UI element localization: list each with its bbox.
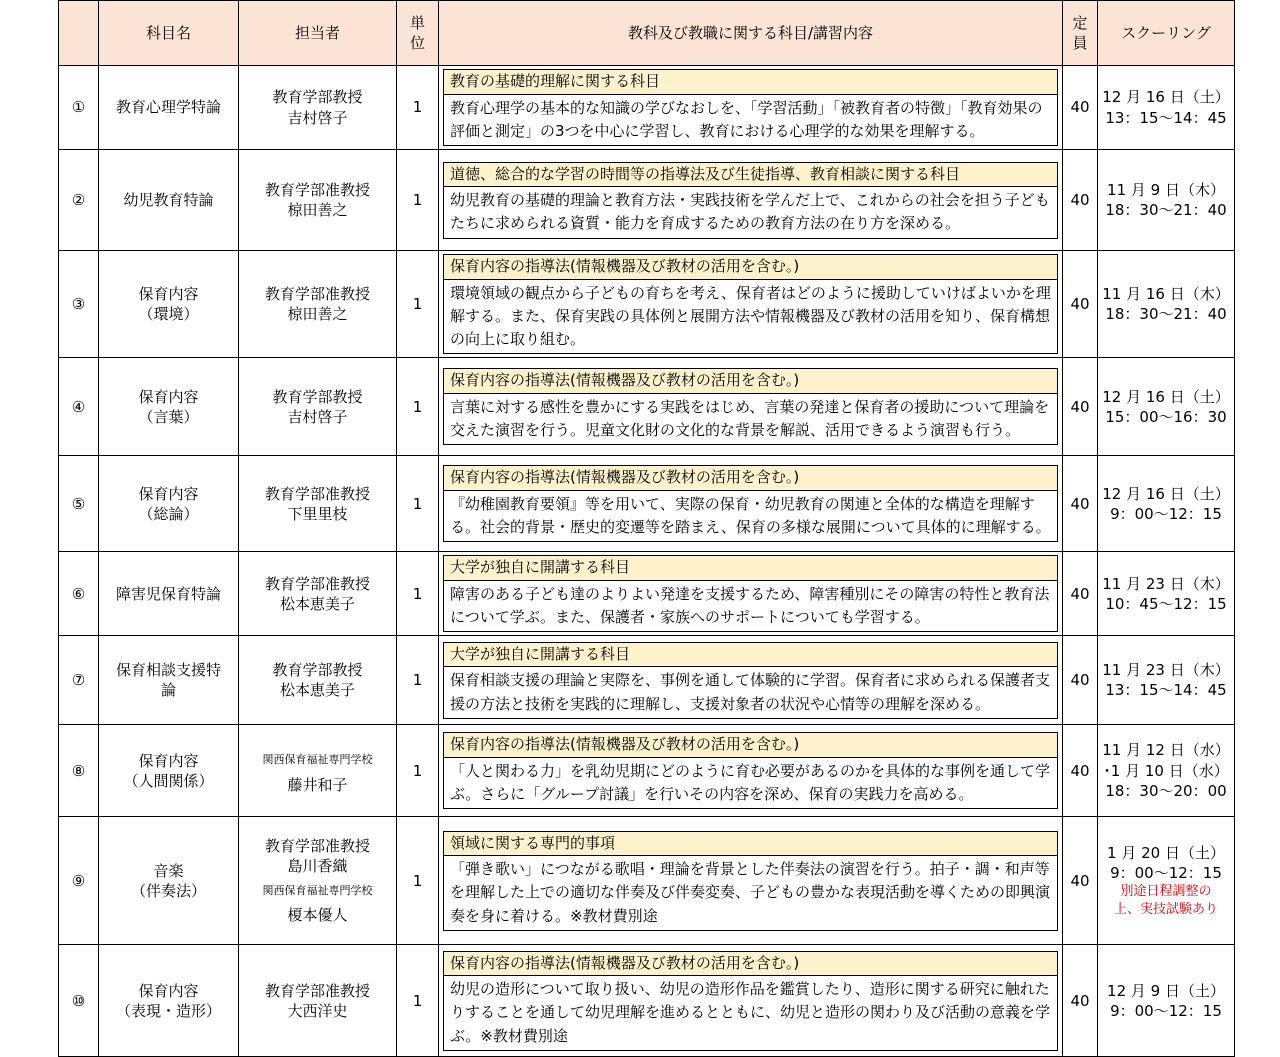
header-row: [59, 1, 1235, 66]
schedule-cell: [1098, 945, 1235, 1057]
teacher-line: 教育学部教授: [272, 387, 363, 406]
teacher-line: 関西保育福祉専門学校: [262, 753, 373, 767]
content-cell: [439, 945, 1063, 1057]
capacity-value: 40: [1063, 552, 1098, 636]
capacity-value: 40: [1063, 725, 1098, 817]
content-cell: [439, 817, 1063, 945]
subject-cell: [99, 251, 239, 358]
teacher-line: 関西保育福祉専門学校: [262, 883, 373, 897]
course-description: 環境領域の観点から子どもの育ちを考え、保育者はどのように援助していけばよいかを理解する。また、保育実践の具体例と展開方法や情報機器及び教材の活用を知り、保育構想の向上に取り組む。: [443, 280, 1058, 355]
course-category: 大学が独自に開講する科目: [443, 642, 1058, 668]
header-capacity: [1063, 1, 1098, 66]
course-description: 幼児教育の基礎的理論と教育方法・実践技術を学んだ上で、これからの社会を担う子どもたちに求められる資質・能力を育成するための教育方法の在り方を深める。: [443, 187, 1058, 239]
schedule-line: 12 月 16 日（土）: [1102, 484, 1230, 503]
schedule-line: 上、実技試験あり: [1113, 902, 1218, 917]
schedule-line: ･1 月 10 日（水）: [1103, 761, 1229, 780]
header-capacity-line1: 定: [1072, 13, 1088, 32]
subject-cell: [99, 66, 239, 150]
subject-cell: [99, 552, 239, 636]
schedule-line: 12 月 16 日（土）: [1102, 387, 1230, 406]
header-subject: 科目名: [99, 1, 239, 66]
teacher-cell: [239, 636, 397, 725]
subject-cell: [99, 945, 239, 1057]
content-cell: [439, 725, 1063, 817]
schedule-line: 18：30～21：40: [1105, 305, 1227, 324]
subject-name-line: 保育内容: [138, 751, 199, 770]
course-description: 「弾き歌い」につながる歌唱・理論を背景とした伴奏法の演習を行う。拍子・調・和声等を理解した上での適切な伴奏及び伴奏変奏、子どもの豊かな表現活動を導くための即興演奏を身に着ける。※教材費別途: [443, 856, 1058, 931]
teacher-line: 榎本優人: [287, 906, 348, 925]
row-number: ⑧: [59, 725, 99, 817]
schedule-line: 9：00～12：15: [1110, 864, 1222, 883]
table-row: [59, 945, 1235, 1057]
teacher-cell: [239, 358, 397, 456]
capacity-value: 40: [1063, 251, 1098, 358]
schedule-line: 11 月 9 日（木）: [1107, 180, 1225, 199]
schedule-line: 別途日程調整の: [1120, 884, 1212, 900]
capacity-value: 40: [1063, 636, 1098, 725]
schedule-line: 9：00～12：15: [1110, 504, 1222, 523]
header-capacity-line2: 員: [1072, 34, 1088, 52]
teacher-cell: [239, 817, 397, 945]
unit-value: 1: [397, 150, 439, 251]
course-category: 教育の基礎的理解に関する科目: [443, 69, 1058, 95]
schedule-cell: [1098, 552, 1235, 636]
teacher-line: 教育学部准教授: [264, 484, 370, 503]
unit-value: 1: [397, 251, 439, 358]
course-category: 保育内容の指導法(情報機器及び教材の活用を含む。): [443, 951, 1058, 977]
table-row: [59, 150, 1235, 251]
teacher-cell: [239, 725, 397, 817]
course-description: 「人と関わる力」を乳幼児期にどのように育む必要があるのかを具体的な事例を通して学ぶ。さらに「グループ討議」を行いその内容を深め、保育の実践力を高める。: [443, 758, 1058, 810]
capacity-value: 40: [1063, 945, 1098, 1057]
course-category: 領域に関する専門的事項: [443, 831, 1058, 857]
header-number: [59, 1, 99, 66]
unit-value: 1: [397, 358, 439, 456]
course-description: 言葉に対する感性を豊かにする実践をはじめ、言葉の発達と保育者の援助について理論を交えた演習を行う。児童文化財の文化的な背景を解説、活用できるよう演習も行う。: [443, 394, 1058, 446]
schedule-cell: [1098, 456, 1235, 552]
subject-name-line: （言葉）: [138, 407, 199, 426]
teacher-cell: [239, 66, 397, 150]
subject-name-line: 保育内容: [138, 484, 199, 503]
header-content: 教科及び教職に関する科目/講習内容: [439, 1, 1063, 66]
header-unit: [397, 1, 439, 66]
teacher-line: 吉村啓子: [287, 108, 348, 127]
schedule-cell: [1098, 817, 1235, 945]
course-category: 保育内容の指導法(情報機器及び教材の活用を含む。): [443, 732, 1058, 758]
header-unit-line2: 位: [409, 34, 425, 52]
row-number: ⑨: [59, 817, 99, 945]
teacher-line: 松本恵美子: [279, 681, 355, 700]
subject-cell: [99, 636, 239, 725]
subject-name-line: （環境）: [138, 305, 199, 324]
schedule-line: 13：15～14：45: [1105, 108, 1227, 127]
course-category: 保育内容の指導法(情報機器及び教材の活用を含む。): [443, 368, 1058, 394]
content-cell: [439, 150, 1063, 251]
subject-name-line: 保育内容: [138, 981, 199, 1000]
unit-value: 1: [397, 945, 439, 1057]
subject-name-line: （表現・造形）: [115, 1001, 221, 1020]
teacher-line: 教育学部准教授: [264, 837, 370, 856]
schedule-line: 12 月 9 日（土）: [1107, 981, 1225, 1000]
course-category: 道徳、総合的な学習の時間等の指導法及び生徒指導、教育相談に関する科目: [443, 162, 1058, 188]
schedule-line: 11 月 16 日（木）: [1102, 284, 1230, 303]
teacher-line: 教育学部准教授: [264, 574, 370, 593]
capacity-value: 40: [1063, 150, 1098, 251]
content-cell: [439, 358, 1063, 456]
unit-value: 1: [397, 552, 439, 636]
row-number: ③: [59, 251, 99, 358]
teacher-line: 島川香織: [287, 857, 348, 876]
course-category: 保育内容の指導法(情報機器及び教材の活用を含む。): [443, 254, 1058, 280]
row-number: ⑩: [59, 945, 99, 1057]
subject-name-line: 幼児教育特論: [123, 190, 214, 209]
unit-value: 1: [397, 636, 439, 725]
table-row: [59, 552, 1235, 636]
schedule-line: 18：30～20：00: [1105, 781, 1227, 800]
subject-name-line: 保育相談支援特: [115, 661, 221, 679]
teacher-cell: [239, 456, 397, 552]
row-number: ⑤: [59, 456, 99, 552]
schedule-line: 11 月 12 日（水）: [1102, 741, 1230, 760]
course-category: 保育内容の指導法(情報機器及び教材の活用を含む。): [443, 465, 1058, 491]
schedule-line: 10：45～12：15: [1105, 594, 1227, 613]
schedule-cell: [1098, 66, 1235, 150]
table-row: [59, 358, 1235, 456]
capacity-value: 40: [1063, 456, 1098, 552]
teacher-cell: [239, 150, 397, 251]
teacher-line: 椋田善之: [287, 305, 348, 324]
content-cell: [439, 552, 1063, 636]
course-table: [58, 0, 1235, 1057]
subject-name-line: 音楽: [153, 861, 184, 880]
schedule-line: 12 月 16 日（土）: [1102, 88, 1230, 107]
content-cell: [439, 251, 1063, 358]
teacher-line: 下里里枝: [287, 504, 348, 523]
teacher-cell: [239, 251, 397, 358]
table-row: [59, 817, 1235, 945]
content-cell: [439, 456, 1063, 552]
row-number: ①: [59, 66, 99, 150]
subject-cell: [99, 150, 239, 251]
subject-cell: [99, 358, 239, 456]
schedule-line: 1 月 20 日（土）: [1107, 843, 1225, 862]
schedule-cell: [1098, 358, 1235, 456]
schedule-line: 13：15～14：45: [1105, 681, 1227, 700]
subject-cell: [99, 725, 239, 817]
course-description: 教育心理学の基本的な知識の学びなおしを、「学習活動」「被教育者の特徴」「教育効果の評価と測定」の3つを中心に学習し、教育における心理学的な効果を理解する。: [443, 95, 1058, 147]
schedule-line: 11 月 23 日（木）: [1102, 661, 1230, 679]
schedule-cell: [1098, 636, 1235, 725]
subject-name-line: 論: [160, 681, 176, 700]
content-cell: [439, 66, 1063, 150]
schedule-cell: [1098, 251, 1235, 358]
course-description: 幼児の造形について取り扱い、幼児の造形作品を鑑賞したり、造形に関する研究に触れたりすることを通して幼児理解を進めるとともに、幼児と造形の関わり及び活動の意義を学ぶ。※教材費別途: [443, 976, 1058, 1051]
schedule-line: 15：00～16：30: [1105, 407, 1227, 426]
teacher-line: 吉村啓子: [287, 407, 348, 426]
subject-name-line: 教育心理学特論: [115, 98, 221, 117]
capacity-value: 40: [1063, 358, 1098, 456]
table-row: [59, 636, 1235, 725]
teacher-line: 松本恵美子: [279, 594, 355, 613]
header-teacher: 担当者: [239, 1, 397, 66]
teacher-line: 大西洋史: [287, 1001, 348, 1020]
table-row: [59, 251, 1235, 358]
row-number: ⑥: [59, 552, 99, 636]
teacher-line: 教育学部教授: [272, 88, 363, 107]
schedule-line: 11 月 23 日（木）: [1102, 574, 1230, 593]
capacity-value: 40: [1063, 817, 1098, 945]
course-category: 大学が独自に開講する科目: [443, 555, 1058, 581]
table-row: [59, 66, 1235, 150]
unit-value: 1: [397, 66, 439, 150]
schedule-cell: [1098, 150, 1235, 251]
course-description: 保育相談支援の理論と実際を、事例を通して体験的に学習。保育者に求められる保護者支援の方法と技術を実践的に理解し、支援対象者の状況や心情等の理解を深める。: [443, 667, 1058, 719]
subject-name-line: 保育内容: [138, 387, 199, 406]
content-cell: [439, 636, 1063, 725]
teacher-line: 教育学部准教授: [264, 981, 370, 1000]
unit-value: 1: [397, 456, 439, 552]
schedule-line: 18：30～21：40: [1105, 201, 1227, 219]
unit-value: 1: [397, 817, 439, 945]
subject-name-line: 保育内容: [138, 284, 199, 303]
table-row: [59, 456, 1235, 552]
teacher-line: 教育学部准教授: [264, 180, 370, 199]
teacher-line: 教育学部教授: [272, 661, 363, 679]
table-row: [59, 725, 1235, 817]
row-number: ②: [59, 150, 99, 251]
unit-value: 1: [397, 725, 439, 817]
teacher-cell: [239, 552, 397, 636]
subject-cell: [99, 456, 239, 552]
teacher-line: 藤井和子: [287, 775, 348, 794]
teacher-cell: [239, 945, 397, 1057]
subject-name-line: （伴奏法）: [130, 881, 206, 900]
subject-cell: [99, 817, 239, 945]
capacity-value: 40: [1063, 66, 1098, 150]
course-description: 『幼稚園教育要領』等を用いて、実際の保育・幼児教育の関連と全体的な構造を理解する。社会的背景・歴史的変遷等を踏まえ、保育の多様な展開について具体的に理解する。: [443, 491, 1058, 543]
header-schooling: スクーリング: [1098, 1, 1235, 66]
header-unit-line1: 単: [409, 13, 425, 32]
row-number: ⑦: [59, 636, 99, 725]
subject-name-line: （人間関係）: [123, 771, 214, 790]
subject-name-line: （総論）: [138, 504, 199, 523]
teacher-line: 椋田善之: [287, 201, 348, 219]
row-number: ④: [59, 358, 99, 456]
schedule-line: 9：00～12：15: [1110, 1001, 1222, 1020]
course-description: 障害のある子ども達のよりよい発達を支援するため、障害種別にその障害の特性と教育法について学ぶ。また、保護者・家族へのサポートについても学習する。: [443, 581, 1058, 633]
subject-name-line: 障害児保育特論: [115, 584, 221, 603]
teacher-line: 教育学部准教授: [264, 284, 370, 303]
schedule-cell: [1098, 725, 1235, 817]
